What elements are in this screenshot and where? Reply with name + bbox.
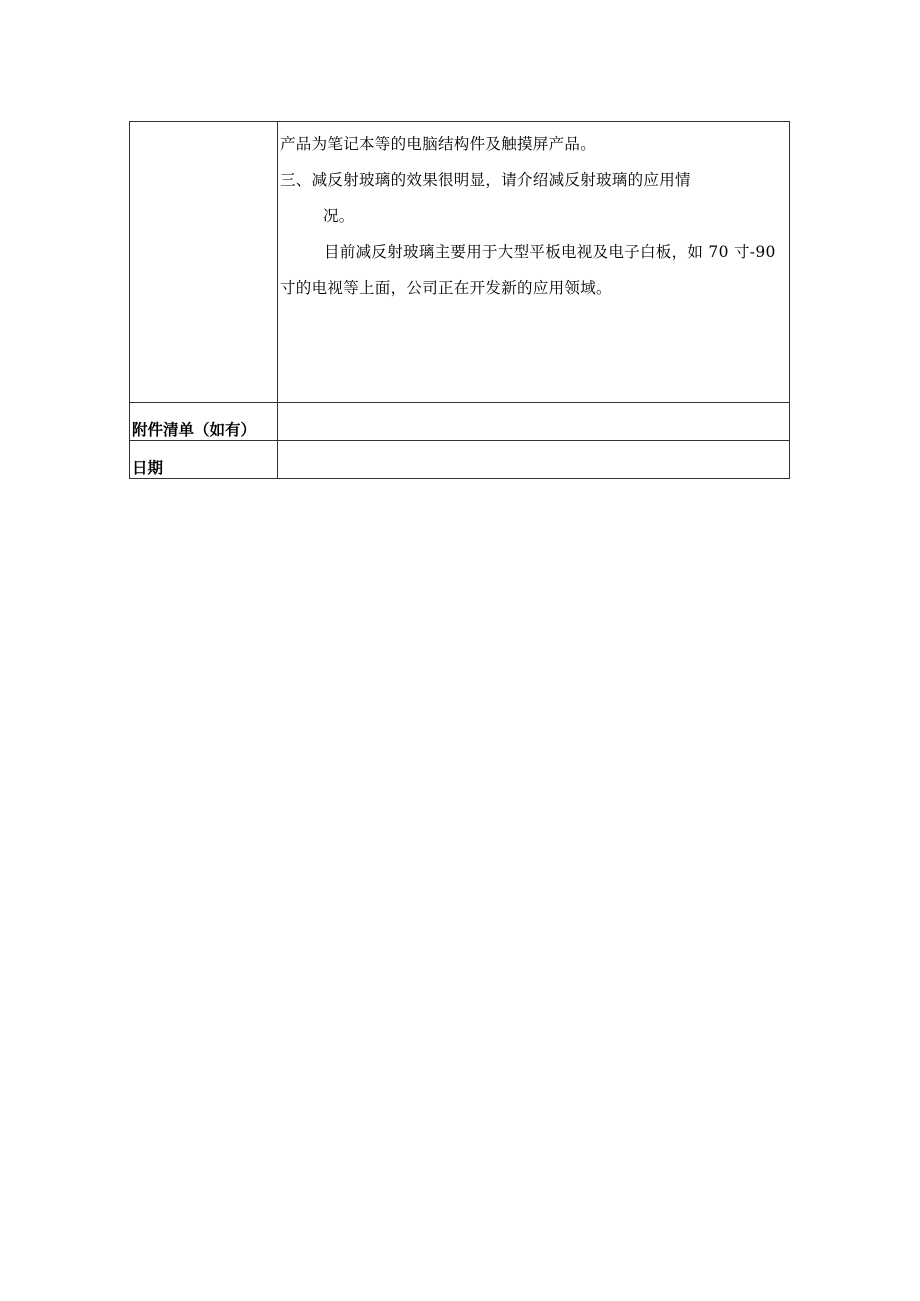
- attachments-label: 附件清单（如有）: [130, 403, 278, 441]
- content-label-cell: [130, 122, 278, 403]
- attachments-row: [130, 403, 790, 441]
- product-line: 产品为笔记本等的电脑结构件及触摸屏产品。: [280, 135, 597, 153]
- answer-paragraph: 目前减反射玻璃主要用于大型平板电视及电子白板，如 70 寸-90 寸的电视等上面，公司正在开发新的应用领域。: [280, 243, 776, 297]
- date-label: 日期: [130, 441, 278, 479]
- attachments-value[interactable]: [278, 403, 790, 441]
- question-line: 三、减反射玻璃的效果很明显，请介绍减反射玻璃的应用情: [280, 171, 691, 189]
- content-row: [130, 122, 790, 403]
- date-row: [130, 441, 790, 479]
- record-table: [129, 121, 790, 479]
- date-value[interactable]: [278, 441, 790, 479]
- question-continuation: 况。: [323, 207, 355, 225]
- content-cell: [278, 122, 790, 403]
